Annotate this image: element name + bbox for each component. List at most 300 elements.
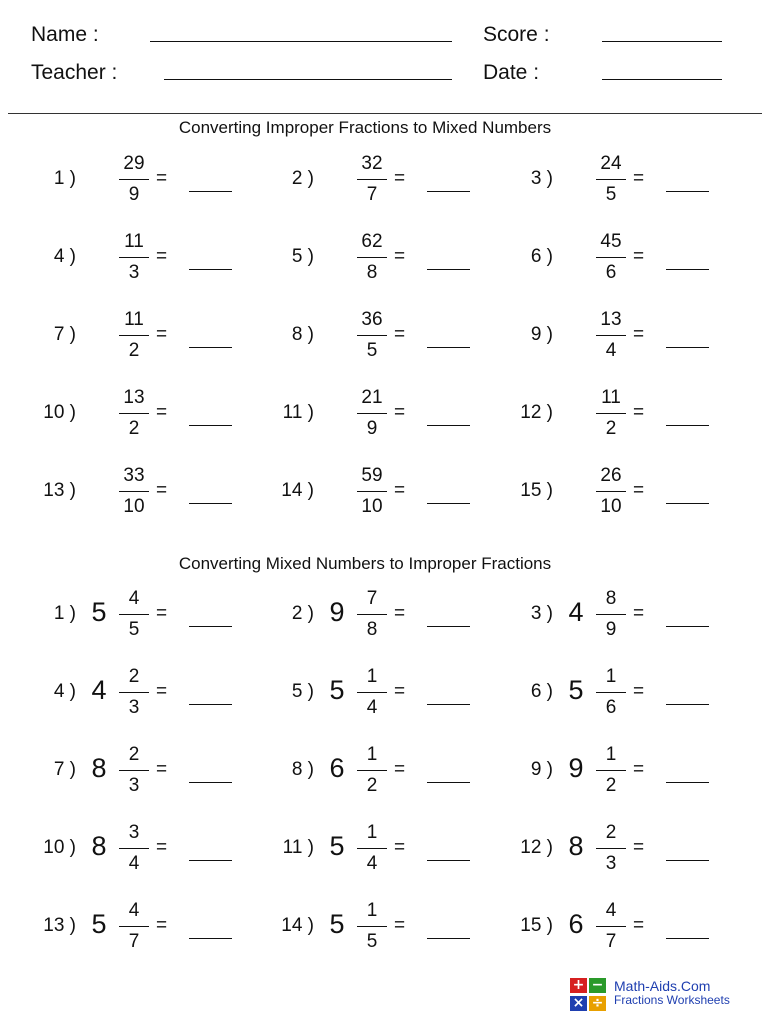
problem-number-wrap <box>477 663 553 723</box>
problem-number: 5 ) <box>291 681 314 702</box>
fraction-bar <box>596 335 626 336</box>
problem-number: 14 ) <box>281 480 314 501</box>
answer-blank[interactable] <box>666 191 709 192</box>
equals-sign: = <box>156 402 168 423</box>
answer-blank[interactable] <box>666 269 709 270</box>
denominator: 2 <box>128 340 140 361</box>
denominator: 10 <box>361 496 383 517</box>
problem-number-wrap <box>477 306 553 366</box>
whole-number: 5 <box>329 831 345 861</box>
whole-number: 5 <box>568 675 584 705</box>
problem-number: 15 ) <box>520 915 553 936</box>
problem-number-wrap <box>477 585 553 645</box>
fraction-bar <box>357 926 387 927</box>
problem-number: 4 ) <box>53 246 76 267</box>
numerator: 45 <box>600 231 622 252</box>
numerator: 4 <box>128 900 140 921</box>
problem-number: 7 ) <box>53 324 76 345</box>
equals-sign: = <box>633 759 645 780</box>
fraction-bar <box>596 491 626 492</box>
fraction-bar <box>119 413 149 414</box>
problem-number: 14 ) <box>281 915 314 936</box>
problem-number-wrap <box>0 663 76 723</box>
whole-number: 9 <box>329 597 345 627</box>
whole-number: 9 <box>568 753 584 783</box>
fraction <box>112 228 156 288</box>
whole-number: 8 <box>568 831 584 861</box>
fraction <box>112 585 156 645</box>
answer-blank[interactable] <box>427 347 470 348</box>
fraction-bar <box>596 848 626 849</box>
numerator: 2 <box>128 744 140 765</box>
fraction-bar <box>357 335 387 336</box>
problem-number-wrap <box>477 819 553 879</box>
teacher-field[interactable] <box>164 79 452 80</box>
fraction <box>112 306 156 366</box>
problem-number-wrap <box>238 228 314 288</box>
fraction-bar <box>596 692 626 693</box>
equals-sign: = <box>394 324 406 345</box>
fraction-bar <box>596 614 626 615</box>
fraction <box>589 306 633 366</box>
fraction <box>589 150 633 210</box>
equals-sign: = <box>394 480 406 501</box>
problem-number-wrap <box>477 897 553 957</box>
math-aids-logo <box>568 977 608 1013</box>
answer-blank[interactable] <box>427 191 470 192</box>
answer-blank[interactable] <box>427 938 470 939</box>
whole-number: 8 <box>91 753 107 783</box>
equals-sign: = <box>156 324 168 345</box>
denominator: 6 <box>605 262 617 283</box>
denominator: 3 <box>128 775 140 796</box>
numerator: 1 <box>366 666 378 687</box>
fraction <box>112 741 156 801</box>
numerator: 21 <box>361 387 383 408</box>
problem-number: 12 ) <box>520 402 553 423</box>
fraction <box>350 384 394 444</box>
answer-blank[interactable] <box>189 269 232 270</box>
answer-blank[interactable] <box>189 782 232 783</box>
fraction <box>112 897 156 957</box>
divide-icon: ÷ <box>589 996 606 1011</box>
denominator: 9 <box>366 418 378 439</box>
problem <box>477 228 717 288</box>
problem-number: 15 ) <box>520 480 553 501</box>
numerator: 1 <box>366 900 378 921</box>
whole-number: 4 <box>568 597 584 627</box>
section-title-improper: Converting Improper Fractions to Mixed Numbers <box>178 118 552 137</box>
answer-blank[interactable] <box>427 860 470 861</box>
fraction-bar <box>357 179 387 180</box>
problem-number: 2 ) <box>291 603 314 624</box>
numerator: 26 <box>600 465 622 486</box>
problem-number: 6 ) <box>530 246 553 267</box>
whole-number: 5 <box>91 597 107 627</box>
denominator: 2 <box>605 775 617 796</box>
numerator: 13 <box>123 387 145 408</box>
problem <box>0 741 240 801</box>
fraction-bar <box>357 257 387 258</box>
answer-blank[interactable] <box>189 626 232 627</box>
equals-sign: = <box>394 246 406 267</box>
fraction-bar <box>357 692 387 693</box>
fraction <box>112 384 156 444</box>
answer-blank[interactable] <box>427 626 470 627</box>
fraction-bar <box>596 413 626 414</box>
problem-number-wrap <box>238 585 314 645</box>
equals-sign: = <box>633 480 645 501</box>
score-field[interactable] <box>602 41 722 42</box>
fraction-bar <box>357 614 387 615</box>
whole-number: 5 <box>91 909 107 939</box>
problem-number: 12 ) <box>520 837 553 858</box>
numerator: 8 <box>605 588 617 609</box>
fraction <box>589 741 633 801</box>
whole-number: 4 <box>91 675 107 705</box>
problem <box>238 384 478 444</box>
equals-sign: = <box>633 837 645 858</box>
answer-blank[interactable] <box>189 191 232 192</box>
numerator: 11 <box>124 231 144 252</box>
equals-sign: = <box>633 168 645 189</box>
problem-number: 10 ) <box>43 402 76 423</box>
fraction <box>350 306 394 366</box>
denominator: 4 <box>366 697 378 718</box>
denominator: 4 <box>605 340 617 361</box>
problem-number: 2 ) <box>291 168 314 189</box>
fraction <box>350 462 394 522</box>
denominator: 2 <box>128 418 140 439</box>
equals-sign: = <box>633 324 645 345</box>
problem-number: 8 ) <box>291 324 314 345</box>
denominator: 3 <box>128 262 140 283</box>
fraction-bar <box>119 257 149 258</box>
answer-blank[interactable] <box>666 503 709 504</box>
fraction-bar <box>119 335 149 336</box>
minus-icon: − <box>589 978 606 993</box>
fraction-bar <box>596 926 626 927</box>
problem-number: 13 ) <box>43 480 76 501</box>
problem <box>477 741 717 801</box>
problem <box>238 228 478 288</box>
whole-number: 6 <box>568 909 584 939</box>
equals-sign: = <box>156 168 168 189</box>
problem <box>0 384 240 444</box>
problem-number: 8 ) <box>291 759 314 780</box>
answer-blank[interactable] <box>189 704 232 705</box>
equals-sign: = <box>394 681 406 702</box>
denominator: 9 <box>605 619 617 640</box>
denominator: 5 <box>605 184 617 205</box>
denominator: 8 <box>366 262 378 283</box>
denominator: 6 <box>605 697 617 718</box>
problem-number-wrap <box>0 897 76 957</box>
problem-number: 3 ) <box>530 168 553 189</box>
problem-number-wrap <box>238 741 314 801</box>
denominator: 5 <box>128 619 140 640</box>
numerator: 32 <box>361 153 383 174</box>
numerator: 1 <box>605 666 617 687</box>
problem-number-wrap <box>0 585 76 645</box>
problem-number: 4 ) <box>53 681 76 702</box>
equals-sign: = <box>156 480 168 501</box>
name-field[interactable] <box>150 41 452 42</box>
fraction-bar <box>596 770 626 771</box>
fraction <box>112 663 156 723</box>
problem <box>238 150 478 210</box>
fraction-bar <box>119 179 149 180</box>
problem <box>238 306 478 366</box>
answer-blank[interactable] <box>666 704 709 705</box>
denominator: 8 <box>366 619 378 640</box>
fraction-bar <box>596 179 626 180</box>
equals-sign: = <box>156 837 168 858</box>
answer-blank[interactable] <box>427 503 470 504</box>
answer-blank[interactable] <box>666 425 709 426</box>
problem <box>477 663 717 723</box>
problem-number: 6 ) <box>530 681 553 702</box>
fraction <box>589 819 633 879</box>
answer-blank[interactable] <box>666 347 709 348</box>
problem-number-wrap <box>238 897 314 957</box>
problem <box>238 663 478 723</box>
equals-sign: = <box>394 837 406 858</box>
numerator: 59 <box>361 465 383 486</box>
problem <box>477 819 717 879</box>
problem <box>0 897 240 957</box>
denominator: 7 <box>366 184 378 205</box>
answer-blank[interactable] <box>189 938 232 939</box>
numerator: 1 <box>366 822 378 843</box>
answer-blank[interactable] <box>189 425 232 426</box>
fraction-bar <box>119 614 149 615</box>
problem <box>0 462 240 522</box>
denominator: 7 <box>605 931 617 952</box>
fraction <box>350 585 394 645</box>
fraction <box>589 228 633 288</box>
denominator: 7 <box>128 931 140 952</box>
fraction <box>589 384 633 444</box>
problem <box>0 306 240 366</box>
problem <box>238 897 478 957</box>
equals-sign: = <box>633 402 645 423</box>
numerator: 33 <box>123 465 145 486</box>
problem-number-wrap <box>0 150 76 210</box>
denominator: 3 <box>605 853 617 874</box>
problem <box>238 462 478 522</box>
whole-number: 6 <box>329 753 345 783</box>
problem-number: 7 ) <box>53 759 76 780</box>
equals-sign: = <box>633 603 645 624</box>
fraction-bar <box>357 413 387 414</box>
fraction-bar <box>357 848 387 849</box>
fraction-bar <box>119 491 149 492</box>
answer-blank[interactable] <box>427 269 470 270</box>
denominator: 4 <box>128 853 140 874</box>
problem <box>0 585 240 645</box>
problem-number-wrap <box>0 306 76 366</box>
denominator: 5 <box>366 931 378 952</box>
problem-number-wrap <box>0 462 76 522</box>
fraction <box>112 462 156 522</box>
whole-number: 5 <box>329 675 345 705</box>
answer-blank[interactable] <box>427 425 470 426</box>
plus-icon: + <box>570 978 587 993</box>
teacher-label: Teacher : <box>31 61 118 84</box>
fraction-bar <box>357 770 387 771</box>
brand-name[interactable]: Math-Aids.Com <box>614 978 711 994</box>
denominator: 2 <box>605 418 617 439</box>
numerator: 3 <box>128 822 140 843</box>
problem <box>0 663 240 723</box>
problem-number: 11 ) <box>282 837 314 858</box>
date-field[interactable] <box>602 79 722 80</box>
equals-sign: = <box>156 603 168 624</box>
problem-number-wrap <box>477 462 553 522</box>
equals-sign: = <box>156 759 168 780</box>
problem-number-wrap <box>0 819 76 879</box>
problem-number-wrap <box>238 306 314 366</box>
fraction-bar <box>596 257 626 258</box>
problem-number-wrap <box>477 384 553 444</box>
problem-number: 5 ) <box>291 246 314 267</box>
problem-number-wrap <box>238 663 314 723</box>
fraction <box>350 819 394 879</box>
fraction <box>350 228 394 288</box>
equals-sign: = <box>394 915 406 936</box>
answer-blank[interactable] <box>189 503 232 504</box>
problem-number: 1 ) <box>53 603 76 624</box>
numerator: 36 <box>361 309 383 330</box>
equals-sign: = <box>156 915 168 936</box>
numerator: 11 <box>601 387 621 408</box>
numerator: 29 <box>123 153 145 174</box>
problem-number-wrap <box>238 384 314 444</box>
problem <box>477 462 717 522</box>
answer-blank[interactable] <box>666 860 709 861</box>
brand-block <box>614 978 730 1008</box>
problem-number-wrap <box>238 819 314 879</box>
problem-number: 13 ) <box>43 915 76 936</box>
answer-blank[interactable] <box>427 782 470 783</box>
fraction <box>350 741 394 801</box>
problem <box>0 228 240 288</box>
numerator: 1 <box>605 744 617 765</box>
date-label: Date : <box>483 61 540 84</box>
numerator: 7 <box>366 588 378 609</box>
denominator: 5 <box>366 340 378 361</box>
problem <box>238 585 478 645</box>
numerator: 1 <box>366 744 378 765</box>
times-icon: × <box>570 996 587 1011</box>
fraction-bar <box>119 692 149 693</box>
denominator: 9 <box>128 184 140 205</box>
numerator: 4 <box>128 588 140 609</box>
header-divider <box>8 113 762 114</box>
equals-sign: = <box>633 246 645 267</box>
numerator: 4 <box>605 900 617 921</box>
fraction <box>589 897 633 957</box>
denominator: 10 <box>123 496 145 517</box>
problem-number-wrap <box>238 150 314 210</box>
answer-blank[interactable] <box>666 782 709 783</box>
problem-number: 1 ) <box>53 168 76 189</box>
fraction <box>112 819 156 879</box>
fraction-bar <box>119 770 149 771</box>
fraction <box>589 663 633 723</box>
whole-number: 5 <box>329 909 345 939</box>
denominator: 10 <box>600 496 622 517</box>
problem-number: 9 ) <box>530 759 553 780</box>
section-title-mixed: Converting Mixed Numbers to Improper Fractions <box>178 554 552 573</box>
numerator: 11 <box>124 309 144 330</box>
problem-number-wrap <box>0 741 76 801</box>
denominator: 4 <box>366 853 378 874</box>
problem <box>477 150 717 210</box>
answer-blank[interactable] <box>189 860 232 861</box>
numerator: 62 <box>361 231 383 252</box>
denominator: 3 <box>128 697 140 718</box>
fraction <box>589 462 633 522</box>
problem <box>477 897 717 957</box>
fraction <box>350 663 394 723</box>
problem <box>0 150 240 210</box>
answer-blank[interactable] <box>189 347 232 348</box>
equals-sign: = <box>394 759 406 780</box>
problem <box>477 306 717 366</box>
problem-number-wrap <box>238 462 314 522</box>
problem-number: 11 ) <box>282 402 314 423</box>
problem-number-wrap <box>477 228 553 288</box>
denominator: 2 <box>366 775 378 796</box>
name-label: Name : <box>31 23 99 46</box>
fraction <box>589 585 633 645</box>
problem <box>477 384 717 444</box>
problem-number: 9 ) <box>530 324 553 345</box>
problem <box>0 819 240 879</box>
whole-number: 8 <box>91 831 107 861</box>
problem <box>238 819 478 879</box>
numerator: 2 <box>128 666 140 687</box>
equals-sign: = <box>394 168 406 189</box>
problem-number: 10 ) <box>43 837 76 858</box>
answer-blank[interactable] <box>427 704 470 705</box>
equals-sign: = <box>633 681 645 702</box>
fraction <box>350 897 394 957</box>
numerator: 13 <box>600 309 622 330</box>
problem <box>238 741 478 801</box>
brand-subtitle: Fractions Worksheets <box>614 993 730 1008</box>
problem-number-wrap <box>0 228 76 288</box>
problem-number-wrap <box>477 741 553 801</box>
answer-blank[interactable] <box>666 626 709 627</box>
equals-sign: = <box>156 681 168 702</box>
problem-number-wrap <box>477 150 553 210</box>
numerator: 24 <box>600 153 622 174</box>
fraction-bar <box>119 926 149 927</box>
equals-sign: = <box>394 603 406 624</box>
answer-blank[interactable] <box>666 938 709 939</box>
equals-sign: = <box>156 246 168 267</box>
equals-sign: = <box>633 915 645 936</box>
numerator: 2 <box>605 822 617 843</box>
fraction-bar <box>357 491 387 492</box>
fraction <box>112 150 156 210</box>
fraction-bar <box>119 848 149 849</box>
problem <box>477 585 717 645</box>
problem-number: 3 ) <box>530 603 553 624</box>
